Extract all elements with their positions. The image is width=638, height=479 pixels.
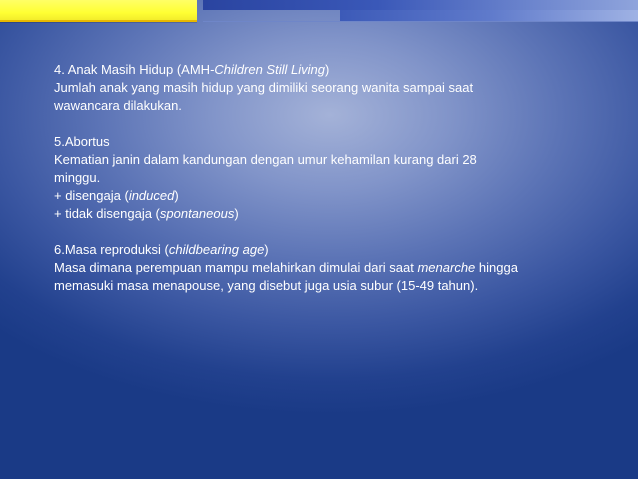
section-6-heading-text: 6.Masa reproduksi ( xyxy=(54,242,169,257)
section-4-heading-close: ) xyxy=(324,62,330,77)
yellow-accent-bar xyxy=(0,0,197,22)
section-6-body-continue: hingga xyxy=(475,260,518,275)
section-6-heading-close: ) xyxy=(264,242,269,257)
section-4-body-line-2: wawancara dilakukan. xyxy=(54,98,182,113)
item-spontaneous-italic: spontaneous xyxy=(159,206,235,221)
section-4-heading-italic: Children Still Living xyxy=(214,62,325,77)
section-4-heading-text: 4. Anak Masih Hidup (AMH- xyxy=(54,62,215,77)
section-6-body-italic: menarche xyxy=(417,260,476,275)
section-6-heading xyxy=(54,241,614,259)
section-4-body-line-1: Jumlah anak yang masih hidup yang dimiliki seorang wanita sampai saat xyxy=(54,80,474,95)
item-induced-italic: induced xyxy=(128,188,175,203)
blue-accent-bar-lower xyxy=(340,10,638,21)
section-6-body-text: Masa dimana perempuan mampu melahirkan dimulai dari saat xyxy=(54,260,418,275)
section-6-heading-italic: childbearing age xyxy=(168,242,265,257)
section-5-body-line-2: minggu. xyxy=(54,170,101,185)
section-5-item-spontaneous xyxy=(54,205,614,223)
spacer xyxy=(54,223,614,241)
item-spontaneous-close: ) xyxy=(234,206,239,221)
item-induced-text: + disengaja ( xyxy=(54,188,129,203)
section-4-heading xyxy=(54,61,614,79)
item-induced-close: ) xyxy=(174,188,179,203)
blue-accent-bar-top xyxy=(203,0,638,10)
section-5-heading: 5.Abortus xyxy=(54,134,110,149)
section-6-body-line-1 xyxy=(54,259,614,277)
section-5-item-induced xyxy=(54,187,614,205)
spacer xyxy=(54,115,614,133)
slide-body xyxy=(54,61,614,295)
item-spontaneous-text: + tidak disengaja ( xyxy=(54,206,160,221)
section-5-body-line-1: Kematian janin dalam kandungan dengan umur kehamilan kurang dari 28 xyxy=(54,152,477,167)
section-6-body-line-2: memasuki masa menapouse, yang disebut juga usia subur (15-49 tahun). xyxy=(54,278,479,293)
accent-divider-line xyxy=(203,21,638,22)
